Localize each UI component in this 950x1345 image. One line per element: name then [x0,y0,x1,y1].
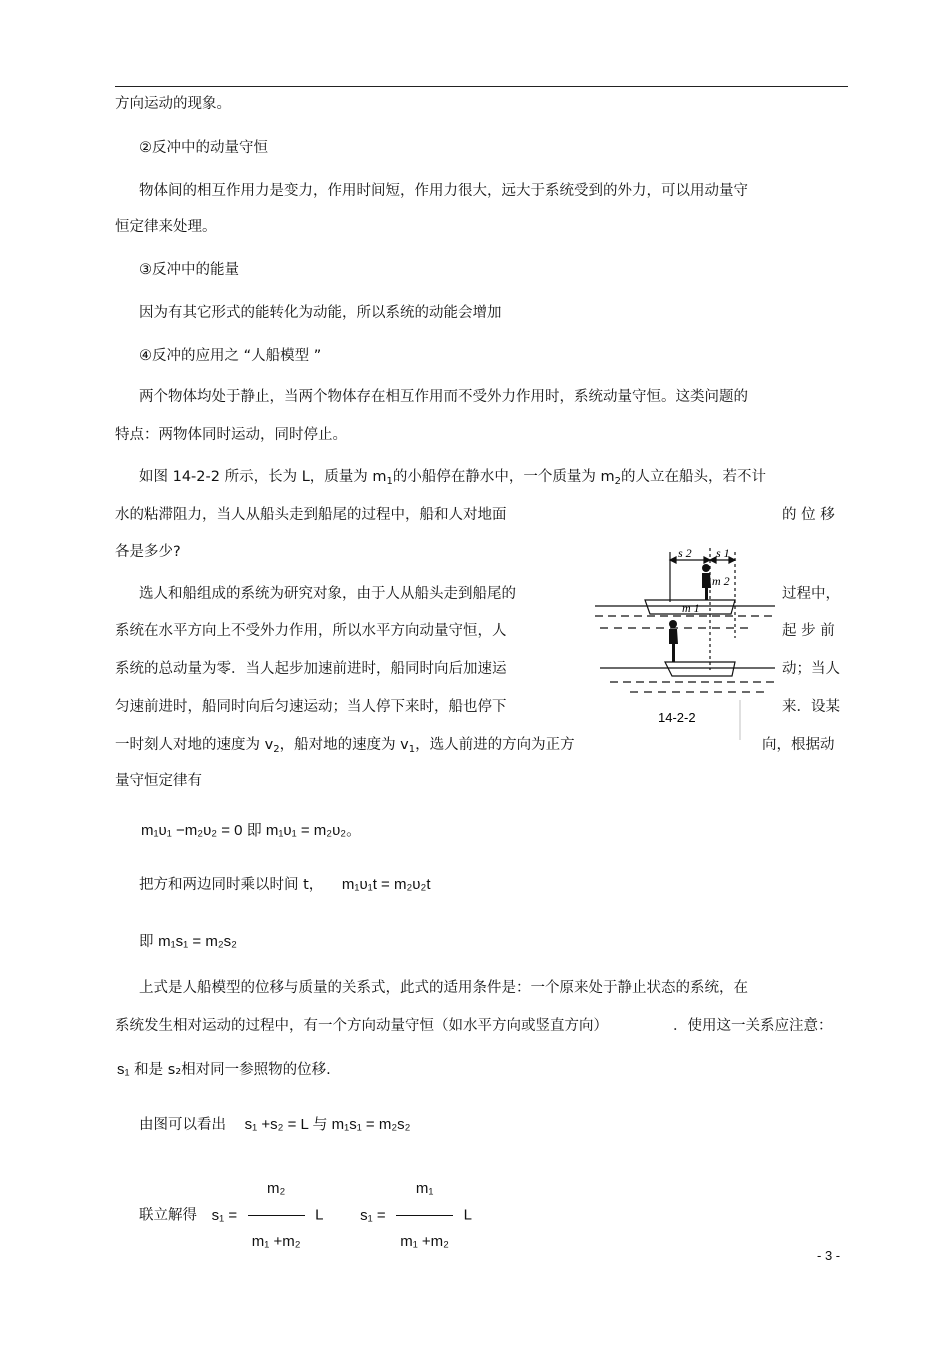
page-number: - 3 - [817,1248,841,1263]
text-line: 各是多少? [115,544,181,560]
person-bottom [669,620,678,662]
boat-bottom [665,662,735,676]
label-s2: s 2 [678,546,692,560]
text-line: 上式是人船模型的位移与质量的关系式，此式的适用条件是：一个原来处于静止状态的系统，在 [139,980,748,996]
equation-momentum: m₁υ₁ −m₂υ₂ = 0 即 m₁υ₁ = m₂υ₂。 [141,822,362,839]
text-line: 匀速前进时，船同时向后匀速运动；当人停下来时，船也停下 [115,699,507,715]
text-line: 由图可以看出 s₁ +s₂ = L 与 m₁s₁ = m₂s₂ [139,1116,411,1133]
text-line: 方向运动的现象。 [115,96,231,112]
person-top [702,564,711,600]
text-line: 恒定律来处理。 [115,219,217,235]
solution-line: 联立解得 s₁ = $\frac{\text{m₂}}{\text{m₁ +m₂}}$ L s₁ = $\frac{\text{m₁}}{\text{m₁ +m₂}}$ L [139,1166,472,1265]
text-line: 系统发生相对运动的过程中，有一个方向动量守恒（如水平方向或竖直方向） [115,1018,608,1034]
section-heading: ④反冲的应用之 “人船模型 ” [139,348,322,364]
text-line: 两个物体均处于静止，当两个物体存在相互作用而不受外力作用时，系统动量守恒。这类问题的 [139,389,748,405]
label-m1: m 1 [682,601,700,615]
boat-model-figure [590,540,780,744]
equation-displacement: m₁s₁ = m₂s₂ [158,933,237,950]
text-line: 系统的总动量为零．当人起步加速前进时，船同时向后加速运 [115,661,507,677]
text-line: s₁ 和是 s₂相对同一参照物的位移. [117,1061,331,1078]
header-rule [115,86,848,87]
text-line: 系统在水平方向上不受外力作用，所以水平方向动量守恒，人 [115,623,507,639]
text-line: 来．设某 [782,699,840,715]
text-line: 物体间的相互作用力是变力，作用时间短，作用力很大，远大于系统受到的外力，可以用动量守 [139,183,748,199]
text-line: 水的粘滞阻力，当人从船头走到船尾的过程中，船和人对地面 [115,507,507,523]
fraction-s1: $\frac{\text{m₂}}{\text{m₁ +m₂}}$ [248,1166,305,1265]
text-line: 把方和两边同时乘以时间 t， m₁υ₁t = m₂υ₂t [139,876,431,893]
fraction-s2: $\frac{\text{m₁}}{\text{m₁ +m₂}}$ [396,1166,453,1265]
equation-sum: s₁ +s₂ = L 与 m₁s₁ = m₂s₂ [244,1116,411,1133]
text-line: 量守恒定律有 [115,773,202,789]
text-line: 选人和船组成的系统为研究对象，由于人从船头走到船尾的 [139,586,516,602]
section-heading: ②反冲中的动量守恒 [139,140,268,156]
arrow-s2-left [670,557,676,563]
text-line: 向，根据动 [762,737,835,753]
text-line: 一时刻人对地的速度为 $v_2$，船对地的速度为 $v_1$，选人前进的方向为正方 [115,737,575,755]
text-line: 动；当人 [782,661,840,677]
arrow-s1-right [729,557,735,563]
text-line: 即 m₁s₁ = m₂s₂ [139,933,237,950]
text-line: 特点：两物体同时运动，同时停止。 [115,427,347,443]
label-m2: m 2 [712,574,730,588]
text-line: ．使用这一关系应注意： [673,1018,833,1034]
label-s1: s 1 [716,546,730,560]
equation-impulse: m₁υ₁t = m₂υ₂t [341,876,431,893]
text-line: 的 位 移 [782,507,835,523]
figure-caption: 14-2-2 [658,710,696,725]
text-line: 因为有其它形式的能转化为动能，所以系统的动能会增加 [139,305,502,321]
section-heading: ③反冲中的能量 [139,262,239,278]
text-line: 过程中， [782,586,840,602]
text-line: 起 步 前 [782,623,835,639]
text-line: 如图 14-2-2 所示，长为 L，质量为 $m_1$的小船停在静水中，一个质量为 $m_2$的人立在船头，若不计 [139,469,766,487]
